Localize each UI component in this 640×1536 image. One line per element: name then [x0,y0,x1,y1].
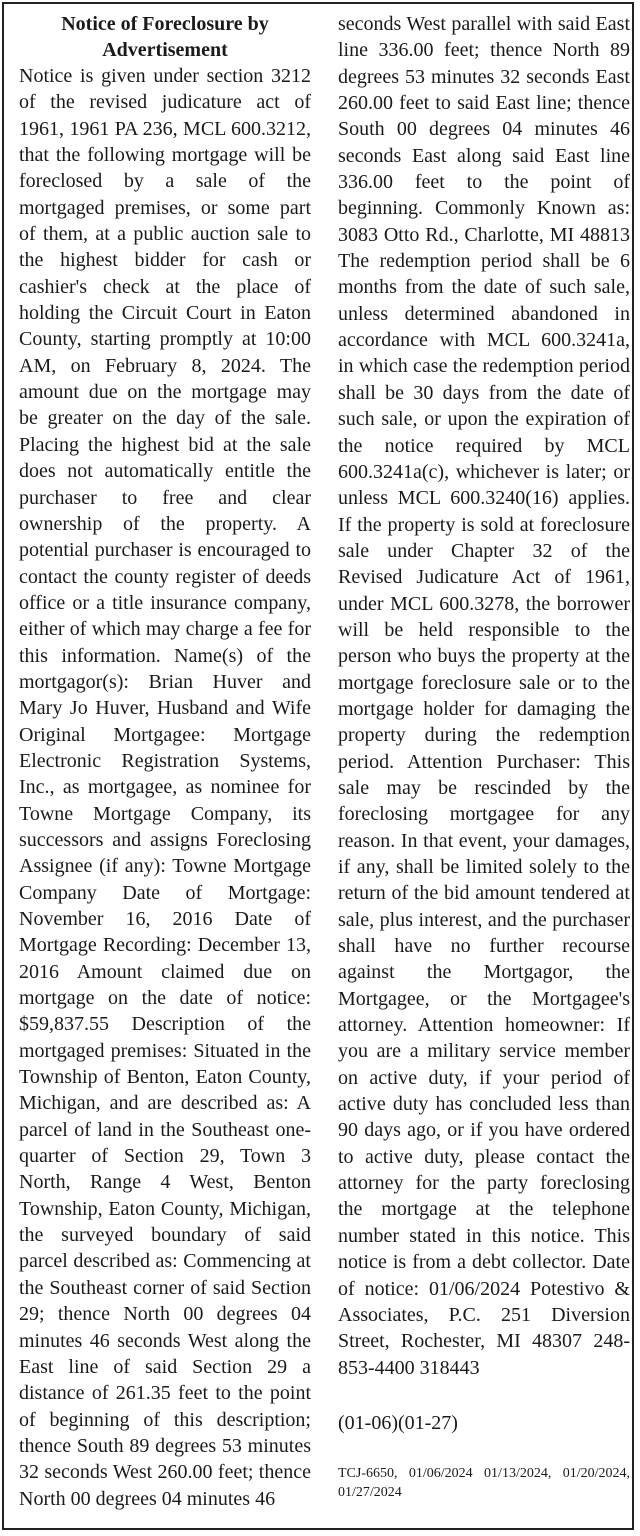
left-column [19,11,311,1512]
notice-body-right: seconds West parallel with said East line 336.00 feet; thence North 89 degrees 53 minutes 32 seconds East 260.00 feet to said East line; thence South 00 degrees 04 minutes 46 seconds East along said East line 336.00 feet to the point of beginning. Commonly Known as: 3083 Otto Rd., Charlotte, MI 48813 The redemption period shall be 6 months from the date of such sale, unless determined abandoned in accordance with MCL 600.3241a, in which case the redemption period shall be 30 days from the date of such sale, or upon the expiration of the notice required by MCL 600.3241a(c), whichever is later; or unless MCL 600.3240(16) applies. If the property is sold at foreclosure sale under Chapter 32 of the Revised Judicature Act of 1961, under MCL 600.3278, the borrower will be held responsible to the person who buys the property at the mortgage foreclosure sale or to the mortgage holder for damaging the property during the redemption period. Attention Purchaser: This sale may be rescinded by the foreclosing mortgagee for any reason. In that event, your damages, if any, shall be limited solely to the return of the bid amount tendered at sale, plus interest, and the purchaser shall have no further recourse against the Mortgagor, the Mortgagee, or the Mortgagee's attorney. Attention homeowner: If you are a military service member on active duty, if your period of active duty has concluded less than 90 days ago, or if you have ordered to active duty, please contact the attorney for the party foreclosing the mortgage at the telephone number stated in this notice. This notice is from a debt collector. Date of notice: 01/06/2024 Potestivo & Associates, P.C. 251 Diversion Street, Rochester, MI 48307 248-853-4400 318443 [338,13,630,1379]
right-column [338,11,630,1500]
publication-footer: TCJ-6650, 01/06/2024 01/13/2024, 01/20/2024, 01/27/2024 [338,1466,630,1500]
notice-body-left: Notice is given under section 3212 of the revised judicature act of 1961, 1961 PA 236, MCL 600.3212, that the following mortgage will be foreclosed by a sale of the mortgaged premises, or some part of them, at a public auction sale to the highest bidder for cash or cashier's check at the place of holding the Circuit Court in Eaton County, starting promptly at 10:00 AM, on February 8, 2024. The amount due on the mortgage may be greater on the day of the sale. Placing the highest bid at the sale does not automatically entitle the purchaser to free and clear ownership of the property. A potential purchaser is encouraged to contact the county register of deeds office or a title insurance company, either of which may charge a fee for this information. Name(s) of the mortgagor(s): Brian Huver and Mary Jo Huver, Husband and Wife Original Mortgagee: Mortgage Electronic Registration Systems, Inc., as mortgagee, as nominee for Towne Mortgage Company, its successors and assigns Foreclosing Assignee (if any): Towne Mortgage Company Date of Mortgage: November 16, 2016 Date of Mortgage Recording: December 13, 2016 Amount claimed due on mortgage on the date of notice: $59,837.55 Description of the mortgaged premises: Situated in the Township of Benton, Eaton County, Michigan, and are described as: A parcel of land in the Southeast one-quarter of Section 29, Town 3 North, Range 4 West, Benton Township, Eaton County, Michigan, the surveyed boundary of said parcel described as: Commencing at the Southeast corner of said Section 29; thence North 00 degrees 04 minutes 46 seconds West along the East line of said Section 29 a distance of 261.35 feet to the point of beginning of this description; thence South 89 degrees 53 minutes 32 seconds West 260.00 feet; thence North 00 degrees 04 minutes 46 [19,65,311,1510]
run-dates: (01-06)(01-27) [338,1412,458,1434]
notice-title: Notice of Foreclosure by Advertisement [61,13,269,61]
notice-frame [2,2,634,1530]
